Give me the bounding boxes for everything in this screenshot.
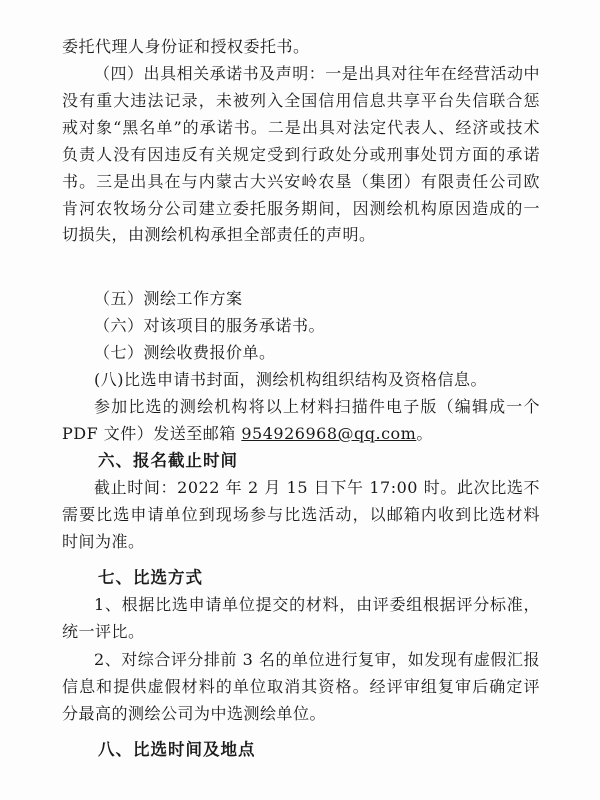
email-link[interactable]: 954926968@qq.com <box>241 423 417 443</box>
paragraph-item-5: （五）测绘工作方案 <box>94 289 243 308</box>
paragraph-submission <box>62 394 540 448</box>
paragraph-method-1: 1、根据比选申请单位提交的材料，由评委组根据评分标准，统一评比。 <box>62 595 540 641</box>
submission-end: 。 <box>416 423 433 443</box>
paragraph-item-8: (八)比选申请书封面，测绘机构组织结构及资格信息。 <box>94 370 487 389</box>
paragraph-item-6: （六）对该项目的服务承诺书。 <box>94 316 326 335</box>
submission-text: 参加比选的测绘机构将以上材料扫描件电子版（编辑成一个 PDF 文件）发送至邮箱 <box>62 397 540 443</box>
heading-deadline: 六、报名截止时间 <box>98 451 238 470</box>
heading-time-location: 八、比选时间及地点 <box>98 740 256 759</box>
paragraph-item-4: （四）出具相关承诺书及声明：一是出具对往年在经营活动中没有重大违法记录，未被列入全国信用信息共享平台失信联合惩戒对象“黑名单”的承诺书。二是出具对法定代表人、经济或技术负责人没有因违反有关规定受到行政处分或刑事处罚方面的承诺书。三是出具在与内蒙古大兴安岭农垦（集团）有限责任公司欧肯河农牧场分公司建立委托服务期间，因测绘机构原因造成的一切损失，由测绘机构承担全部责任的声明。 <box>62 64 540 245</box>
paragraph-item-7: （七）测绘收费报价单。 <box>94 343 276 362</box>
paragraph-deadline: 截止时间：2022 年 2 月 15 日下午 17:00 时。此次比选不需要比选申请单位到现场参与比选活动，以邮箱内收到比选材料时间为准。 <box>62 478 540 551</box>
heading-selection-method: 七、比选方式 <box>98 568 203 587</box>
paragraph-method-2: 2、对综合评分排前 3 名的单位进行复审，如发现有虚假汇报信息和提供虚假材料的单位取消其资格。经评审组复审后确定评分最高的测绘公司为中选测绘单位。 <box>62 650 540 723</box>
paragraph-continuation: 委托代理人身份证和授权委托书。 <box>62 37 310 56</box>
